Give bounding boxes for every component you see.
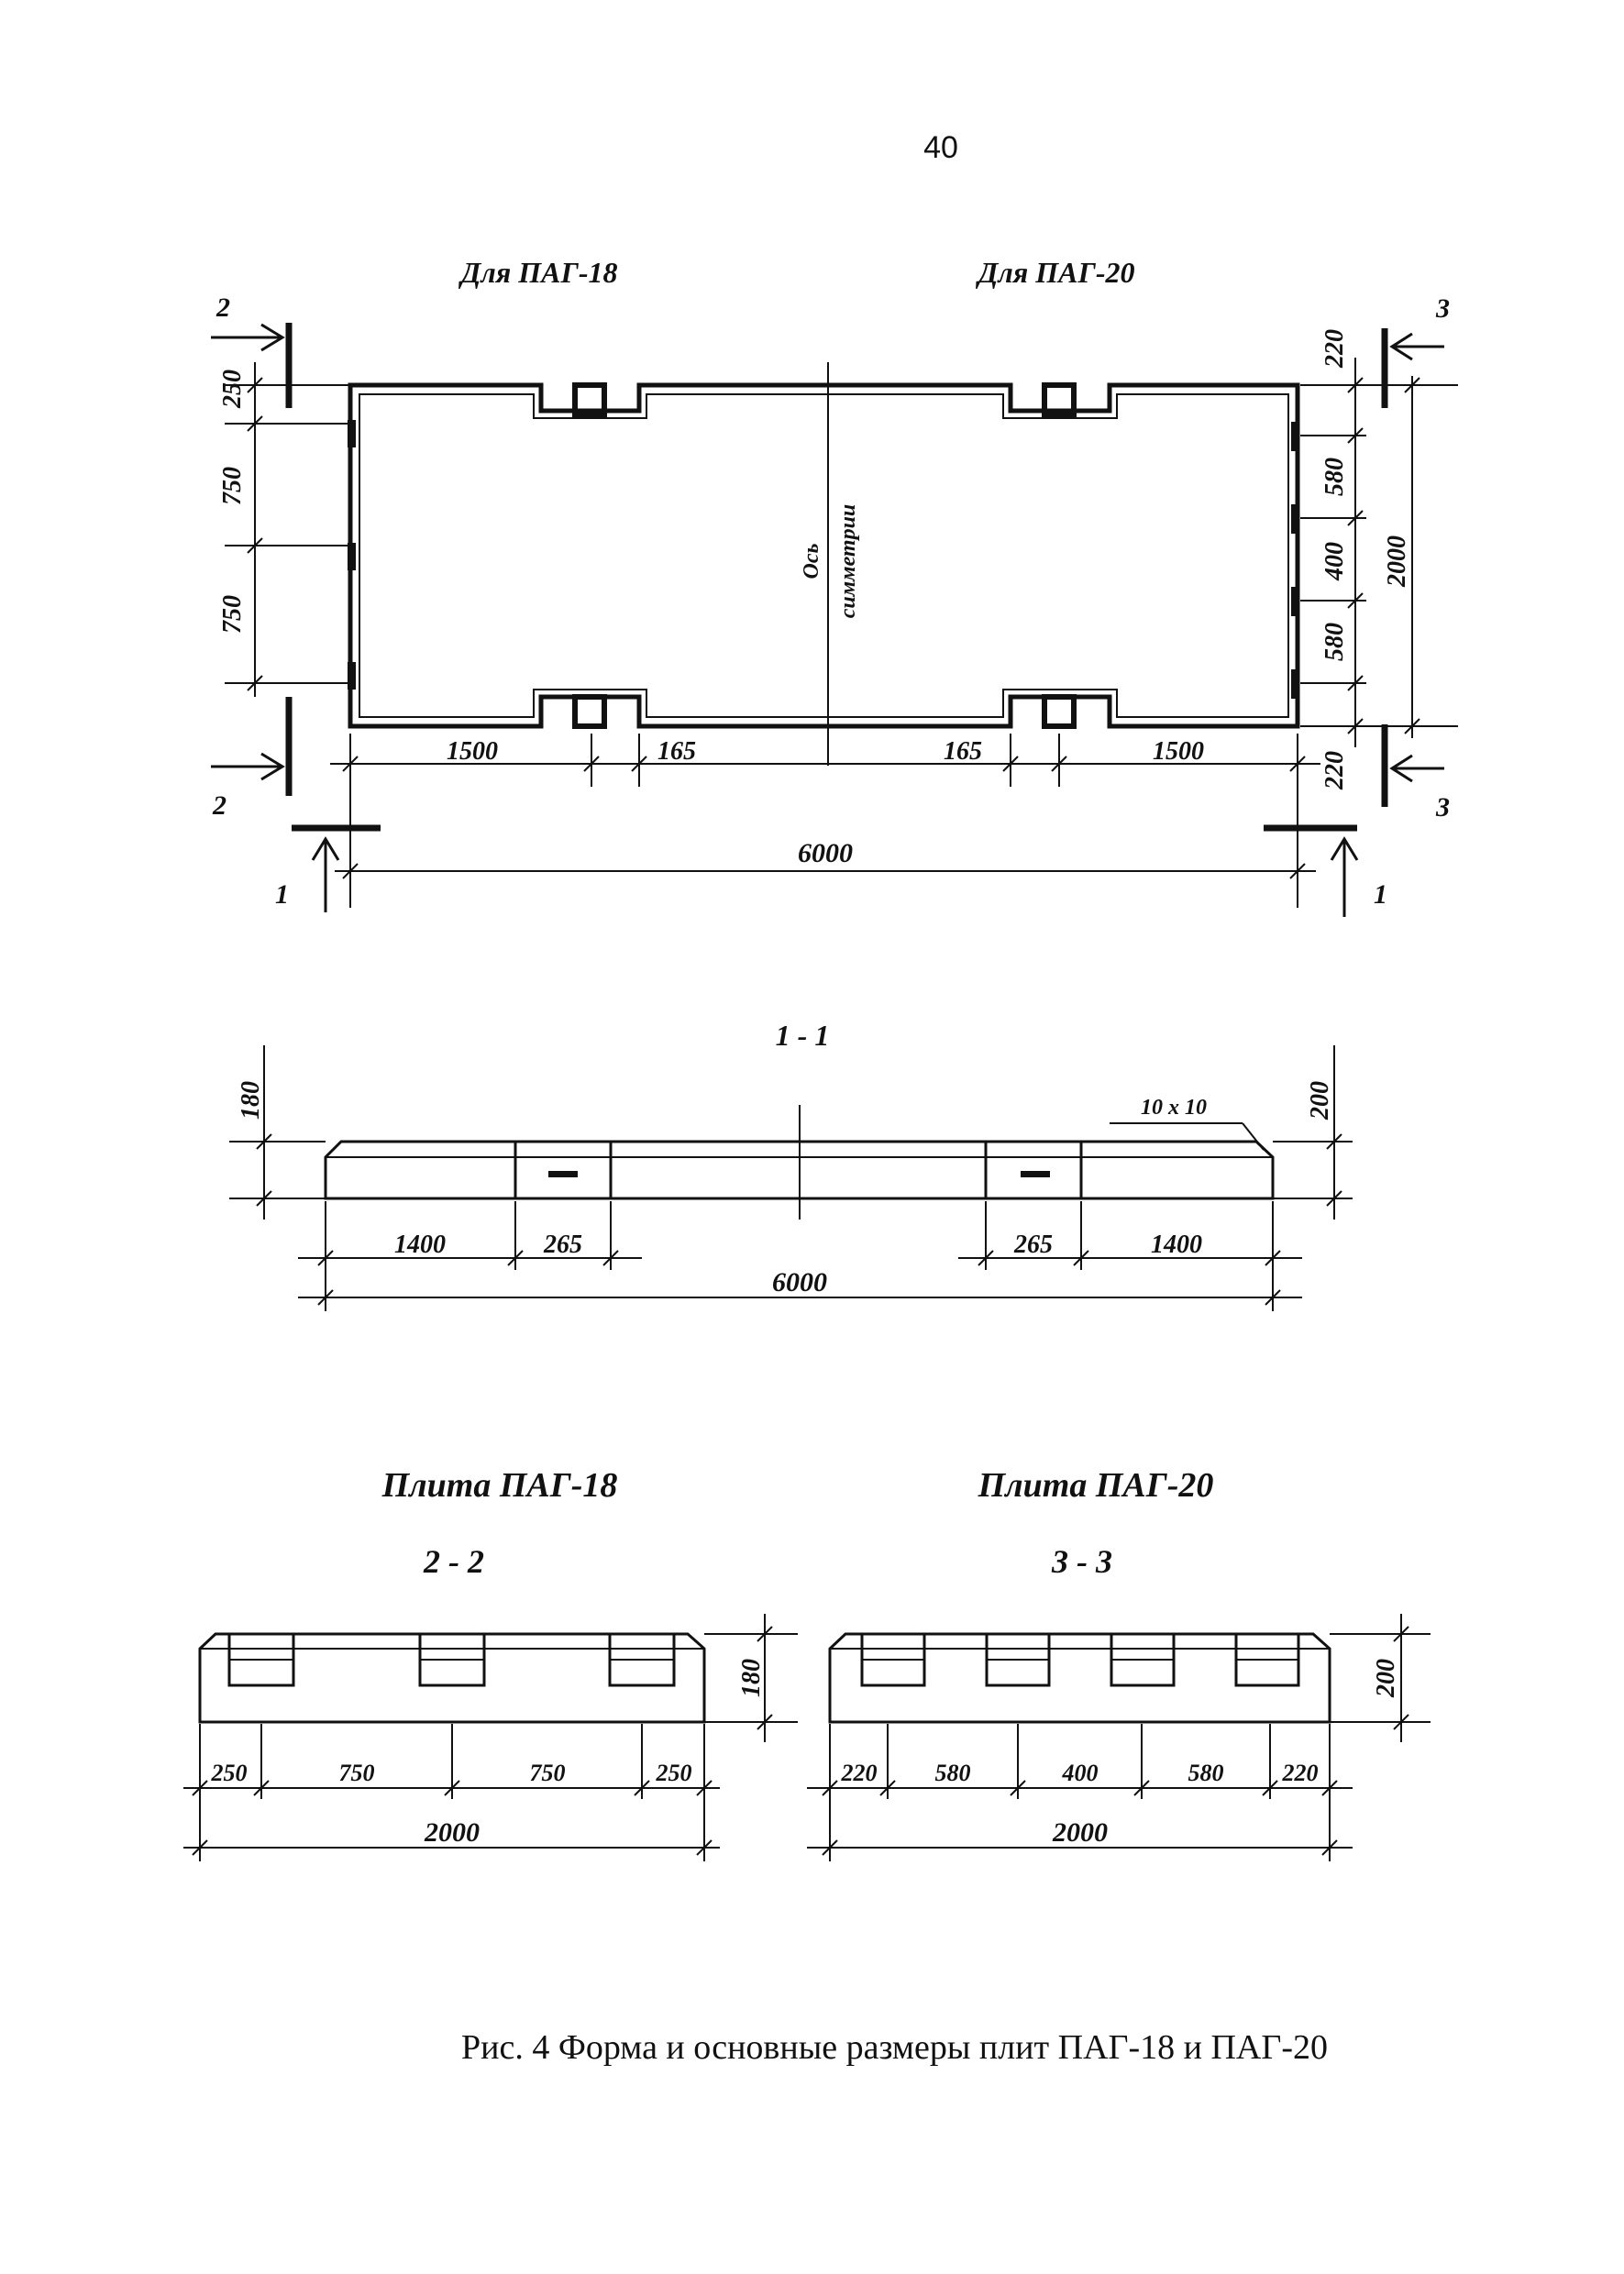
plan-dim-bottom-1500-right: 1500 <box>1153 737 1204 766</box>
plan-insert-right-1 <box>1291 422 1299 451</box>
section-1-1-chamfer: 10 x 10 <box>1141 1096 1207 1120</box>
section-1-1-dim-265-left: 265 <box>544 1231 582 1259</box>
section-1-label-right: 1 <box>1374 879 1387 910</box>
section-1-1-title: 1 - 1 <box>775 1019 830 1052</box>
plan-label-pag20: Для ПАГ-20 <box>978 256 1135 289</box>
section-3-3 <box>807 1466 1431 1861</box>
section-1-1-insert-right <box>1021 1171 1050 1177</box>
section-3-3-dims <box>807 1614 1431 1861</box>
section-3-3-dim-220-b: 220 <box>1282 1760 1319 1786</box>
plan-dim-right-total: 2000 <box>1383 535 1411 587</box>
plan-dim-right-400: 400 <box>1320 542 1349 580</box>
section-1-1-dim-total: 6000 <box>772 1267 827 1297</box>
plan-view <box>211 256 1458 917</box>
plan-axis-label-2: симметрии <box>836 503 860 619</box>
section-3-3-dim-height: 200 <box>1372 1659 1400 1697</box>
section-3-3-dim-580-a: 580 <box>934 1760 971 1786</box>
section-1-label-left: 1 <box>275 879 289 910</box>
plan-insert-left-3 <box>348 662 356 690</box>
plan-loop-bottom-left <box>575 697 604 726</box>
section-3-3-title: 3 - 3 <box>1052 1543 1112 1580</box>
plan-dim-left-750-b: 750 <box>218 595 247 634</box>
section-3-3-dim-580-b: 580 <box>1188 1760 1224 1786</box>
plan-dim-right-220-top: 220 <box>1320 329 1349 368</box>
plan-slab-outline <box>350 385 1298 726</box>
section-2-label-top: 2 <box>216 293 230 323</box>
plan-label-pag18: Для ПАГ-18 <box>460 256 618 289</box>
plan-insert-right-4 <box>1291 669 1299 699</box>
plan-insert-left-2 <box>348 543 356 570</box>
plan-axis-label: Ось <box>800 543 823 580</box>
section-2-2-dim-250-a: 250 <box>211 1760 248 1786</box>
plan-slab-inner-outline <box>359 394 1288 717</box>
section-1-1-dim-200: 200 <box>1306 1081 1334 1120</box>
plan-insert-right-3 <box>1291 587 1299 616</box>
section-2-2-title: 2 - 2 <box>424 1543 484 1580</box>
section-3-3-plate-label: Плита ПАГ-20 <box>978 1466 1214 1505</box>
plan-dim-total: 6000 <box>798 838 853 868</box>
figure-caption: Рис. 4 Форма и основные размеры плит ПАГ-18 и ПАГ-20 <box>461 2028 1328 2067</box>
plan-dim-bottom-1500-left: 1500 <box>447 737 498 766</box>
section-1-1-dim-1400-left: 1400 <box>394 1231 446 1259</box>
plan-insert-left-1 <box>348 420 356 447</box>
section-2-2-body <box>200 1634 704 1722</box>
section-2-2-dim-250-b: 250 <box>656 1760 692 1786</box>
section-2-2-dim-total: 2000 <box>425 1817 480 1848</box>
section-1-1-pocket-right <box>986 1142 1081 1198</box>
section-1-1-pocket-left <box>515 1142 611 1198</box>
section-2-2-dim-height: 180 <box>737 1659 766 1697</box>
section-3-label-bottom: 3 <box>1436 792 1450 822</box>
page-number: 40 <box>923 130 958 165</box>
section-2-2-plate-label: Плита ПАГ-18 <box>381 1466 618 1505</box>
plan-dim-bottom-165-left: 165 <box>657 737 696 766</box>
plan-dim-right-220-bottom: 220 <box>1320 751 1349 789</box>
plan-insert-right-2 <box>1291 504 1299 534</box>
plan-dim-right-580-a: 580 <box>1320 458 1349 496</box>
plan-dim-bottom-165-right: 165 <box>944 737 982 766</box>
section-2-2 <box>183 1466 798 1861</box>
section-3-3-body <box>830 1634 1330 1722</box>
plan-loop-bottom-right <box>1044 697 1074 726</box>
section-3-3-dim-220-a: 220 <box>841 1760 878 1786</box>
section-3-3-dim-total: 2000 <box>1053 1817 1108 1848</box>
plan-dim-left <box>225 362 348 697</box>
plan-dim-left-750-a: 750 <box>218 467 247 505</box>
section-3-label-top: 3 <box>1436 293 1450 324</box>
section-1-1-dim-1400-right: 1400 <box>1151 1231 1202 1259</box>
plan-dim-left-250: 250 <box>218 370 247 408</box>
plan-dim-right-580-b: 580 <box>1320 623 1349 661</box>
section-1-1 <box>229 1019 1353 1311</box>
section-3-3-dim-400: 400 <box>1062 1760 1099 1786</box>
section-2-2-dim-750-b: 750 <box>529 1760 566 1786</box>
section-1-1-dim-180: 180 <box>237 1081 265 1120</box>
section-2-2-dim-750-a: 750 <box>338 1760 375 1786</box>
section-2-label-bottom: 2 <box>213 790 226 821</box>
section-1-1-insert-left <box>548 1171 578 1177</box>
section-1-1-dim-265-right: 265 <box>1014 1231 1053 1259</box>
